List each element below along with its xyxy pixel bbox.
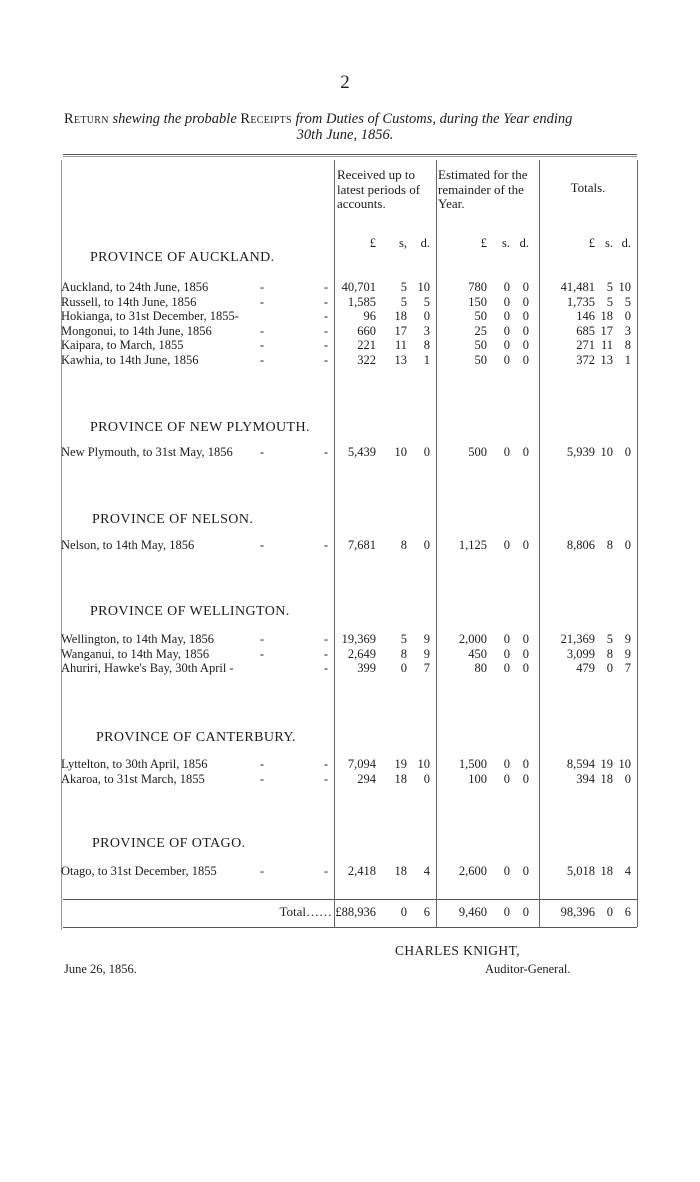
cell-totals-pence: 1 [624,353,631,367]
province-heading: PROVINCE OF WELLINGTON. [90,604,290,619]
row-dash-2: - [323,647,329,661]
cell-estimated-pounds: 150 [468,295,487,309]
cell-received-pence: 0 [423,445,430,459]
row-description: Kawhia, to 14th June, 1856 [61,353,199,367]
cell-received-shillings: 19 [394,757,407,771]
cell-estimated-pounds: 1,500 [458,757,487,771]
cell-received-pence: 10 [417,757,430,771]
cell-totals-shillings: 18 [600,864,613,878]
province-heading: PROVINCE OF OTAGO. [92,836,246,851]
cell-totals-pounds: 21,369 [560,632,595,646]
cell-estimated-pence: 0 [522,280,529,294]
row-description: Hokianga, to 31st December, 1855- [61,309,239,323]
cell-totals-pence: 9 [624,632,631,646]
row-dash-2: - [323,661,329,675]
cell-received-shillings: 13 [394,353,407,367]
cell-estimated-pence: 0 [522,353,529,367]
cell-totals-pounds: 8,806 [566,538,595,552]
cell-received-pounds: 19,369 [341,632,376,646]
cell-received-shillings: 18 [394,309,407,323]
cell-estimated-pounds: 500 [468,445,487,459]
row-description: Lyttelton, to 30th April, 1856 [61,757,208,771]
cell-estimated-pence: 0 [522,445,529,459]
cell-received-pounds: 2,418 [347,864,376,878]
cell-estimated-pence: 0 [522,538,529,552]
cell-received-pence: 5 [423,295,430,309]
row-dash-2: - [323,772,329,786]
row-dash-2: - [323,309,329,323]
cell-received-pounds: 294 [357,772,376,786]
cell-received-shillings: 5 [400,295,407,309]
province-heading: PROVINCE OF CANTERBURY. [96,730,296,745]
signatory-role: Auditor-General. [485,962,571,976]
unit-received-0: £ [369,236,376,250]
cell-totals-shillings: 8 [606,538,613,552]
cell-received-pounds: 40,701 [341,280,376,294]
cell-totals-pounds: 394 [576,772,595,786]
cell-estimated-pounds: 2,000 [458,632,487,646]
row-dash-2: - [323,445,329,459]
table-top-rule [63,154,637,155]
total-received-shillings: 0 [400,905,407,919]
row-description: Russell, to 14th June, 1856 [61,295,197,309]
total-received-pounds: £88,936 [335,905,376,919]
row-dash-1: - [259,864,265,878]
cell-totals-pence: 9 [624,647,631,661]
right-border [637,160,638,927]
cell-totals-pence: 3 [624,324,631,338]
row-dash-1: - [259,324,265,338]
cell-totals-shillings: 5 [606,632,613,646]
cell-totals-shillings: 11 [600,338,613,352]
total-totals-pounds: 98,396 [560,905,595,919]
row-description: Wanganui, to 14th May, 1856 [61,647,210,661]
footer-date: June 26, 1856. [64,962,137,976]
cell-estimated-pence: 0 [522,647,529,661]
row-dash-2: - [323,538,329,552]
cell-received-pounds: 2,649 [347,647,376,661]
title-receipts: Receipts [240,111,292,127]
cell-estimated-shillings: 0 [503,772,510,786]
cell-received-pounds: 221 [357,338,376,352]
cell-estimated-pounds: 1,125 [458,538,487,552]
cell-estimated-shillings: 0 [503,338,510,352]
row-dash-2: - [323,295,329,309]
cell-totals-shillings: 0 [606,661,613,675]
total-estimated-pounds: 9,460 [458,905,487,919]
cell-estimated-shillings: 0 [503,538,510,552]
cell-received-pence: 0 [423,309,430,323]
page-number: 2 [340,72,350,93]
cell-estimated-shillings: 0 [503,280,510,294]
row-dash-1: - [259,295,265,309]
cell-received-shillings: 5 [400,632,407,646]
unit-received-2: d. [420,236,430,250]
cell-totals-pounds: 685 [576,324,595,338]
cell-totals-pence: 10 [618,757,631,771]
cell-totals-pence: 7 [624,661,631,675]
total-received-pence: 6 [423,905,430,919]
cell-estimated-pence: 0 [522,309,529,323]
cell-received-pence: 10 [417,280,430,294]
cell-estimated-shillings: 0 [503,661,510,675]
cell-totals-pounds: 41,481 [560,280,595,294]
cell-received-pence: 1 [423,353,430,367]
total-label: Total…… [279,904,332,919]
unit-received-1: s, [399,236,407,250]
title-from-duties: from Duties of Customs, during the Year ending [295,111,573,127]
row-dash-1: - [259,353,265,367]
row-dash-1: - [259,772,265,786]
title-return: Return [64,111,109,127]
province-heading: PROVINCE OF NELSON. [92,512,254,527]
cell-estimated-pounds: 25 [474,324,487,338]
cell-received-shillings: 5 [400,280,407,294]
unit-totals-0: £ [588,236,595,250]
cell-received-pounds: 5,439 [347,445,376,459]
row-dash-1 [257,661,267,676]
row-dash-1: - [259,280,265,294]
cell-totals-shillings: 5 [606,280,613,294]
row-dash-1: - [259,647,265,661]
row-dash-2: - [323,338,329,352]
cell-received-shillings: 10 [394,445,407,459]
cell-totals-pounds: 5,939 [566,445,595,459]
cell-totals-pence: 0 [624,538,631,552]
cell-received-shillings: 17 [394,324,407,338]
row-dash-2: - [323,324,329,338]
cell-estimated-pounds: 50 [474,353,487,367]
cell-received-pence: 9 [423,632,430,646]
signatory-name: CHARLES KNIGHT, [395,943,520,958]
unit-estimated-0: £ [480,236,487,250]
row-dash-1: - [259,538,265,552]
cell-estimated-pence: 0 [522,661,529,675]
table-bottom-rule [63,927,637,928]
row-description: Akaroa, to 31st March, 1855 [61,772,205,786]
cell-received-pence: 8 [423,338,430,352]
cell-estimated-pence: 0 [522,324,529,338]
cell-estimated-pounds: 450 [468,647,487,661]
cell-estimated-pence: 0 [522,772,529,786]
cell-received-pounds: 7,094 [347,757,376,771]
cell-totals-shillings: 18 [600,772,613,786]
row-dash-2: - [323,280,329,294]
unit-estimated-1: s. [502,236,510,250]
cell-totals-pence: 4 [624,864,631,878]
cell-totals-pounds: 1,735 [566,295,595,309]
document-title [64,110,634,128]
row-dash-1: - [259,757,265,771]
cell-received-pence: 4 [423,864,430,878]
row-dash-2: - [323,353,329,367]
cell-totals-shillings: 8 [606,647,613,661]
unit-totals-2: d. [621,236,631,250]
cell-totals-pence: 0 [624,772,631,786]
cell-received-pence: 9 [423,647,430,661]
cell-estimated-shillings: 0 [503,445,510,459]
cell-received-shillings: 18 [394,772,407,786]
cell-estimated-pounds: 50 [474,309,487,323]
cell-totals-pounds: 5,018 [566,864,595,878]
cell-received-shillings: 11 [394,338,407,352]
cell-totals-pence: 0 [624,309,631,323]
cell-received-pounds: 322 [357,353,376,367]
title-line2-text: 30th June, 1856. [296,127,394,143]
unit-totals-1: s. [605,236,613,250]
cell-received-pence: 0 [423,772,430,786]
total-estimated-pence: 0 [522,905,529,919]
cell-received-pounds: 96 [363,309,376,323]
cell-totals-pence: 8 [624,338,631,352]
cell-totals-pence: 10 [618,280,631,294]
cell-estimated-pence: 0 [522,864,529,878]
cell-totals-shillings: 13 [600,353,613,367]
province-heading: PROVINCE OF NEW PLYMOUTH. [90,420,310,435]
row-dash-2: - [323,632,329,646]
cell-totals-shillings: 5 [606,295,613,309]
cell-totals-pounds: 479 [576,661,595,675]
cell-totals-pounds: 146 [576,309,595,323]
row-dash-1: - [259,338,265,352]
header-estimated: Estimated for the remainder of the Year. [438,167,528,211]
header-received: Received up to latest periods of accounts. [337,167,421,211]
row-description: Kaipara, to March, 1855 [61,338,184,352]
table-header-rule [63,156,637,157]
cell-totals-shillings: 17 [600,324,613,338]
cell-estimated-pounds: 100 [468,772,487,786]
province-heading: PROVINCE OF AUCKLAND. [90,250,275,265]
row-description: Ahuriri, Hawke's Bay, 30th April - [61,661,234,675]
cell-received-pence: 3 [423,324,430,338]
cell-estimated-shillings: 0 [503,309,510,323]
title-shewing: shewing the probable [112,111,237,127]
cell-estimated-pence: 0 [522,295,529,309]
cell-estimated-pence: 0 [522,338,529,352]
cell-received-shillings: 8 [400,647,407,661]
cell-estimated-shillings: 0 [503,324,510,338]
row-dash-2: - [323,757,329,771]
cell-received-pence: 7 [423,661,430,675]
cell-received-shillings: 8 [400,538,407,552]
total-totals-shillings: 0 [606,905,613,919]
cell-totals-pence: 5 [624,295,631,309]
cell-estimated-shillings: 0 [503,757,510,771]
cell-estimated-pence: 0 [522,632,529,646]
row-description: Wellington, to 14th May, 1856 [61,632,215,646]
total-estimated-shillings: 0 [503,905,510,919]
cell-totals-pounds: 271 [576,338,595,352]
row-dash-1 [257,309,267,324]
cell-totals-shillings: 19 [600,757,613,771]
header-totals: Totals. [570,180,606,195]
row-dash-1: - [259,632,265,646]
cell-totals-pounds: 8,594 [566,757,595,771]
row-dash-1: - [259,445,265,459]
cell-totals-pence: 0 [624,445,631,459]
row-description: Mongonui, to 14th June, 1856 [61,324,212,338]
cell-estimated-shillings: 0 [503,632,510,646]
total-rule-top [63,899,637,900]
cell-estimated-shillings: 0 [503,647,510,661]
cell-estimated-shillings: 0 [503,864,510,878]
row-description: Auckland, to 24th June, 1856 [61,280,209,294]
cell-received-pounds: 399 [357,661,376,675]
unit-estimated-2: d. [519,236,529,250]
cell-received-pence: 0 [423,538,430,552]
cell-estimated-pounds: 50 [474,338,487,352]
cell-received-pounds: 660 [357,324,376,338]
cell-estimated-pence: 0 [522,757,529,771]
cell-received-pounds: 1,585 [347,295,376,309]
document-title-line2 [0,127,690,144]
row-description: Otago, to 31st December, 1855 [61,864,217,878]
cell-estimated-pounds: 2,600 [458,864,487,878]
row-description: New Plymouth, to 31st May, 1856 [61,445,233,459]
cell-received-shillings: 18 [394,864,407,878]
total-totals-pence: 6 [624,905,631,919]
cell-estimated-shillings: 0 [503,295,510,309]
cell-estimated-shillings: 0 [503,353,510,367]
cell-received-pounds: 7,681 [347,538,376,552]
cell-totals-pounds: 372 [576,353,595,367]
cell-received-shillings: 0 [400,661,407,675]
cell-totals-pounds: 3,099 [566,647,595,661]
cell-estimated-pounds: 80 [474,661,487,675]
cell-totals-shillings: 10 [600,445,613,459]
row-description: Nelson, to 14th May, 1856 [61,538,195,552]
cell-estimated-pounds: 780 [468,280,487,294]
cell-totals-shillings: 18 [600,309,613,323]
row-dash-2: - [323,864,329,878]
